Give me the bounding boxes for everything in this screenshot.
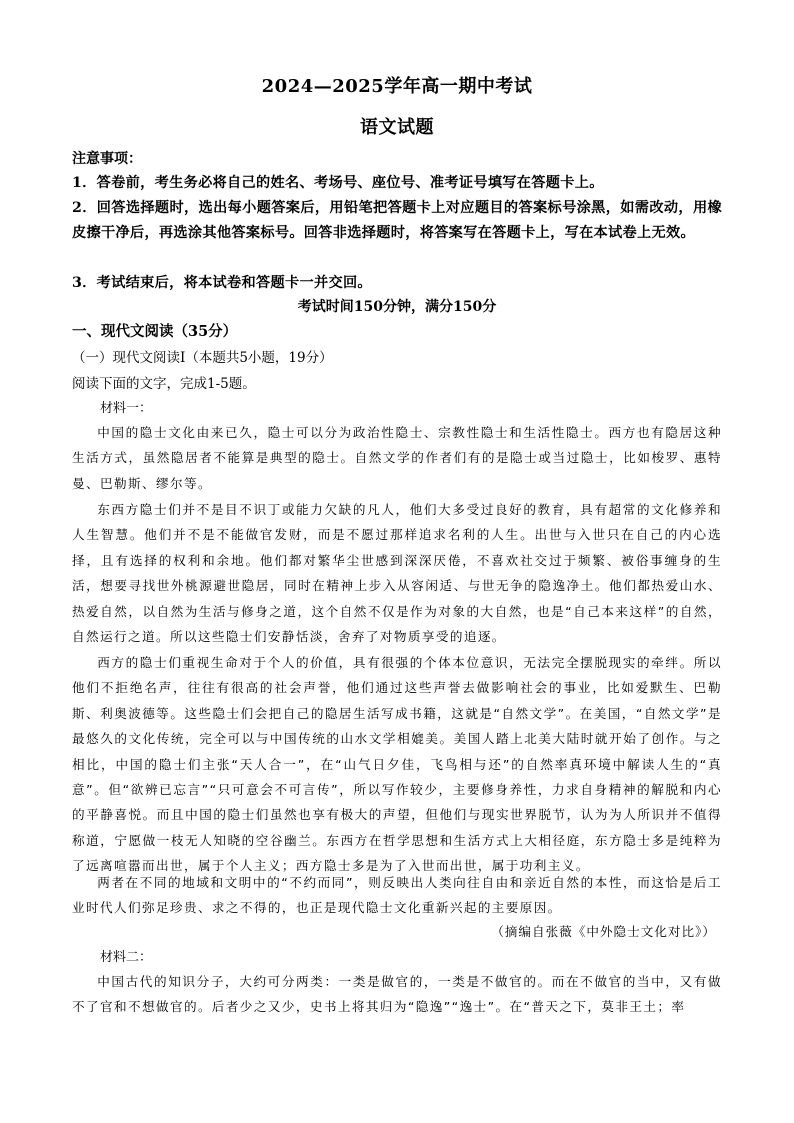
reading-instruction: 阅读下面的文字，完成1-5题。	[72, 376, 256, 392]
notice-heading: 注意事项：	[72, 151, 142, 167]
material-1-paragraph: 两者在不同的地域和文明中的“不约而同”，则反映出人类向往自由和亲近自然的本性，而这恰是后工业时代人们弥足珍贵、求之不得的，也正是现代隐士文化重新兴起的主要原因。	[72, 875, 722, 916]
material-2-label: 材料二：	[100, 950, 153, 965]
material-1-paragraph: 东西方隐士们并不是目不识丁或能力欠缺的凡人，他们大多受过良好的教育，具有超常的文化修养和人生智慧。他们并不是不能做官发财，而是不愿过那样追求名利的人生。出世与入世只在自己的内心选择，且有选择的权利和余地。他们都对繁华尘世感到深深厌倦，不喜欢社交过于频繁、被俗事缠身的生活，想要寻找世外桃源避世隐居，同时在精神上步入从容闲适、与世无争的隐逸净土。他们都热爱山水、热爱自然，以自然为生活与修身之道，这个自然不仅是作为对象的大自然，也是“自己本来这样”的自然，自然运行之道。所以这些隐士们安静恬淡，舍弃了对物质享受的追逐。	[72, 502, 722, 645]
exam-time-score: 考试时间150分钟，满分150分	[297, 299, 497, 315]
material-1-label: 材料一：	[100, 401, 153, 416]
subsection-heading: （一）现代文阅读Ⅰ（本题共5小题，19分）	[72, 350, 333, 366]
material-2-paragraph: 中国古代的知识分子，大约可分两类：一类是做官的，一类是不做官的。而在不做官的当中，又有做不了官和不想做官的。后者少之又少，史书上将其归为“隐逸”“逸士”。在“普天之下，莫非王土；率	[72, 974, 722, 1015]
material-1-source: （摘编自张薇《中外隐士文化对比》）	[491, 924, 716, 939]
section-heading: 一、现代文阅读（35分）	[72, 323, 238, 340]
notice-item-2: 2．回答选择题时，选出每小题答案后，用铅笔把答题卡上对应题目的答案标号涂黑，如需改动，用橡皮擦干净后，再选涂其他答案标号。回答非选择题时，将答案写在答题卡上，写在本试卷上无效。	[72, 200, 722, 241]
material-1-paragraph: 西方的隐士们重视生命对于个人的价值，具有很强的个体本位意识，无法完全摆脱现实的牵绊。所以他们不拒绝名声，往往有很高的社会声誉，他们通过这些声誉去做影响社会的事业，比如爱默生、巴勒斯、利奥波德等。这些隐士们会把自己的隐居生活写成书籍，这就是“自然文学”。在美国，“自然文学”是最悠久的文化传统，完全可以与中国传统的山水文学相媲美。美国人踏上北美大陆时就开始了创作。与之相比，中国的隐士们主张“天人合一”，在“山气日夕佳，飞鸟相与还”的自然率真环境中解读人生的“真意”。但“欲辨已忘言”“只可意会不可言传”，所以写作较少，主要修身养性，力求自身精神的解脱和内心的平静喜悦。而且中国的隐士们虽然也享有极大的声望，但他们与现实世界脱节，认为为人所识并不值得称道，宁愿做一枝无人知晓的空谷幽兰。东西方在哲学思想和生活方式上大相径庭，东方隐士多是纯粹为了远离喧嚣而出世，属于个人主义；西方隐士多是为了入世而出世，属于功利主义。	[72, 655, 722, 874]
exam-subject: 语文试题	[360, 117, 434, 138]
notice-item-1: 1．答卷前，考生务必将自己的姓名、考场号、座位号、准考证号填写在答题卡上。	[72, 175, 604, 191]
notice-item-3: 3．考试结束后，将本试卷和答题卡一并交回。	[72, 275, 372, 291]
material-1-paragraph: 中国的隐士文化由来已久，隐士可以分为政治性隐士、宗教性隐士和生活性隐士。西方也有隐居这种生活方式，虽然隐居者不能算是典型的隐士。自然文学的作者们有的是隐士或当过隐士，比如梭罗、惠特曼、巴勒斯、缪尔等。	[72, 425, 722, 491]
exam-title: 2024—2025学年高一期中考试	[261, 76, 533, 97]
